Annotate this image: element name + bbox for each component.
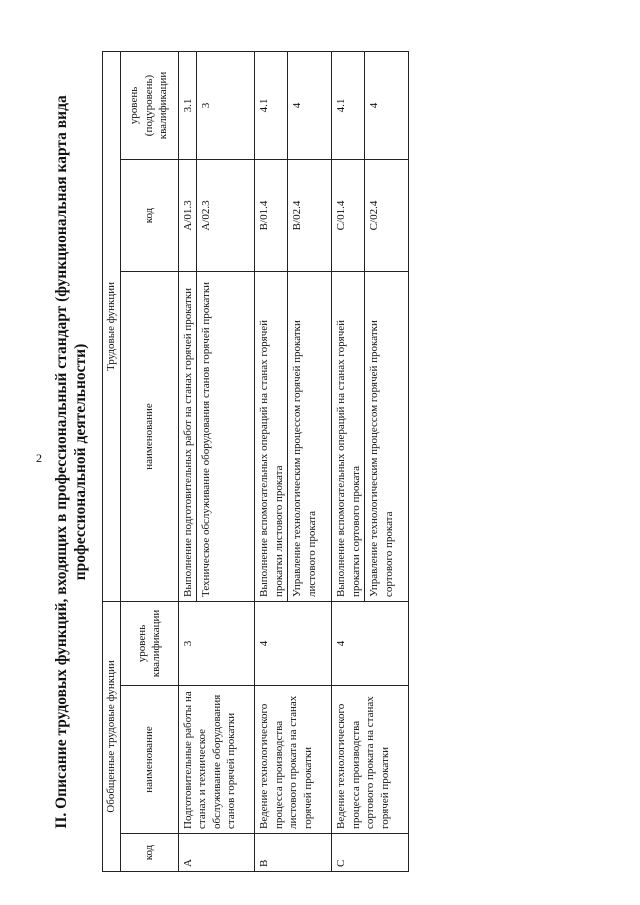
tf-name: Выполнение подготовительных работ на станах горячей прокатки [178,271,197,601]
tf-name: Управление технологическим процессом горячей прокатки сортового проката [365,271,409,601]
table-row [255,51,288,871]
tf-name: Выполнение вспомогательных операций на станах горячей прокатки листового проката [255,271,288,601]
tf-code: B/01.4 [255,159,288,271]
gtf-level: 4 [332,601,409,685]
tf-code: C/01.4 [332,159,365,271]
tf-code: C/02.4 [365,159,409,271]
col-tf-code-header: код [120,159,178,271]
labor-functions-header: Трудовые функции [103,51,121,601]
gtf-code: C [332,834,409,872]
tf-code: A/02.3 [197,159,255,271]
tf-level: 3.1 [178,51,197,159]
tf-name: Выполнение вспомогательных операций на станах горячей прокатки сортового проката [332,271,365,601]
col-tf-level-header: уровень (подуровень) квалификации [120,51,178,159]
tf-level: 4 [288,51,332,159]
generalized-functions-header: Обобщенные трудовые функции [103,601,121,871]
gtf-name: Ведение технологического процесса производства сортового проката на станах горячей прокатки [332,686,409,834]
tf-level: 4 [365,51,409,159]
tf-name: Техническое обслуживание оборудования станов горячей прокатки [197,271,255,601]
tf-name: Управление технологическим процессом горячей прокатки листового проката [288,271,332,601]
tf-code: B/02.4 [288,159,332,271]
header-group-row [103,51,121,871]
col-code-header: код [120,834,178,872]
functional-map-table [102,51,409,872]
table-row [178,51,197,871]
tf-level: 4.1 [332,51,365,159]
gtf-level: 3 [178,601,255,685]
tf-level: 4.1 [255,51,288,159]
header-column-row [120,51,178,871]
section-heading [52,42,90,882]
table-row [332,51,365,871]
tf-code: A/01.3 [178,159,197,271]
gtf-name: Ведение технологического процесса производства листового проката на станах горячей прокатки [255,686,332,834]
col-name-header: наименование [120,686,178,834]
gtf-code: A [178,834,255,872]
gtf-code: B [255,834,332,872]
gtf-name: Подготовительные работы на станах и техническое обслуживание оборудования станов горячей прокатки [178,686,255,834]
heading-line-1: II. Описание трудовых функций, входящих в профессиональный стандарт (функциональная карта вида [53,95,70,829]
gtf-level: 4 [255,601,332,685]
col-level-header: уровень квалификации [120,601,178,685]
col-tf-name-header: наименование [120,271,178,601]
page-number: 2 [36,451,42,465]
tf-level: 3 [197,51,255,159]
rotated-sheet [52,42,612,882]
heading-line-2: профессиональной деятельности) [72,343,89,581]
